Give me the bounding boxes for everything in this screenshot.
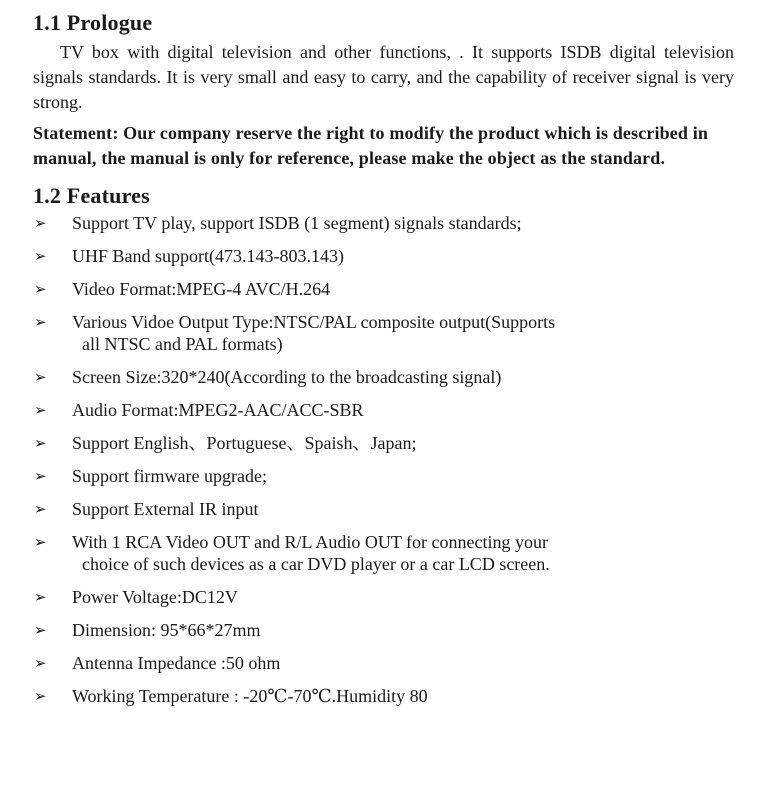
feature-list-item (33, 619, 734, 641)
arrowhead-bullet-icon: ➢ (34, 434, 47, 452)
prologue-paragraph: TV box with digital television and other functions, . It supports ISDB digital television signals standards. It is very small and easy to carry, and the capability of receiver signal is very strong. (33, 42, 734, 112)
arrowhead-bullet-icon: ➢ (34, 313, 47, 331)
arrowhead-bullet-icon: ➢ (34, 500, 47, 518)
feature-text (72, 278, 734, 300)
prologue-heading: 1.1 Prologue (33, 10, 153, 35)
feature-text-continuation: choice of such devices as a car DVD player or a car LCD screen. (82, 554, 550, 574)
feature-list-item (33, 498, 734, 520)
feature-text-line: Support firmware upgrade; (72, 466, 267, 486)
feature-list-item (33, 685, 734, 707)
arrowhead-bullet-icon: ➢ (34, 247, 47, 265)
feature-text-line: Audio Format:MPEG2-AAC/ACC-SBR (72, 400, 364, 420)
feature-text (72, 498, 734, 520)
arrowhead-bullet-icon: ➢ (34, 588, 47, 606)
feature-text (72, 311, 734, 355)
arrowhead-bullet-icon: ➢ (34, 654, 47, 672)
feature-text-line: Power Voltage:DC12V (72, 587, 238, 607)
arrowhead-bullet-icon: ➢ (34, 368, 47, 386)
feature-text-line: Support TV play, support ISDB (1 segment) signals standards; (72, 213, 522, 233)
feature-list-item (33, 432, 734, 454)
arrowhead-bullet-icon: ➢ (34, 280, 47, 298)
feature-text-line: Working Temperature : -20℃-70℃.Humidity 80 (72, 686, 428, 706)
feature-text (72, 586, 734, 608)
arrowhead-bullet-icon: ➢ (34, 621, 47, 639)
feature-text-continuation: all NTSC and PAL formats) (82, 334, 283, 354)
feature-list-item (33, 465, 734, 487)
feature-text (72, 399, 734, 421)
feature-text (72, 245, 734, 267)
feature-list-item (33, 245, 734, 267)
feature-text (72, 531, 734, 575)
feature-text-line: Screen Size:320*240(According to the broadcasting signal) (72, 367, 502, 387)
feature-text-line: Video Format:MPEG-4 AVC/H.264 (72, 279, 331, 299)
feature-text-line: Support English、Portuguese、Spaish、Japan; (72, 433, 417, 453)
feature-text-line: Support External IR input (72, 499, 259, 519)
feature-text (72, 652, 734, 674)
feature-list-item (33, 212, 734, 234)
feature-text-line: With 1 RCA Video OUT and R/L Audio OUT for connecting your (72, 532, 548, 552)
features-list (33, 212, 734, 707)
arrowhead-bullet-icon: ➢ (34, 533, 47, 551)
arrowhead-bullet-icon: ➢ (34, 214, 47, 232)
arrowhead-bullet-icon: ➢ (34, 401, 47, 419)
feature-list-item (33, 311, 734, 355)
feature-list-item (33, 586, 734, 608)
feature-list-item (33, 278, 734, 300)
feature-text-line: UHF Band support(473.143-803.143) (72, 246, 344, 266)
feature-list-item (33, 652, 734, 674)
feature-text-line: Various Vidoe Output Type:NTSC/PAL composite output(Supports (72, 312, 556, 332)
feature-text (72, 366, 734, 388)
statement-paragraph: Statement: Our company reserve the right to modify the product which is described in manual, the manual is only for reference, please make the object as the standard. (33, 123, 709, 168)
feature-list-item (33, 531, 734, 575)
feature-list-item (33, 399, 734, 421)
feature-list-item (33, 366, 734, 388)
feature-text (72, 619, 734, 641)
arrowhead-bullet-icon: ➢ (34, 687, 47, 705)
features-heading: 1.2 Features (33, 183, 150, 208)
feature-text (72, 432, 734, 454)
feature-text-line: Dimension: 95*66*27mm (72, 620, 261, 640)
feature-text-line: Antenna Impedance :50 ohm (72, 653, 281, 673)
feature-text (72, 465, 734, 487)
feature-text (72, 685, 734, 707)
arrowhead-bullet-icon: ➢ (34, 467, 47, 485)
feature-text (72, 212, 734, 234)
